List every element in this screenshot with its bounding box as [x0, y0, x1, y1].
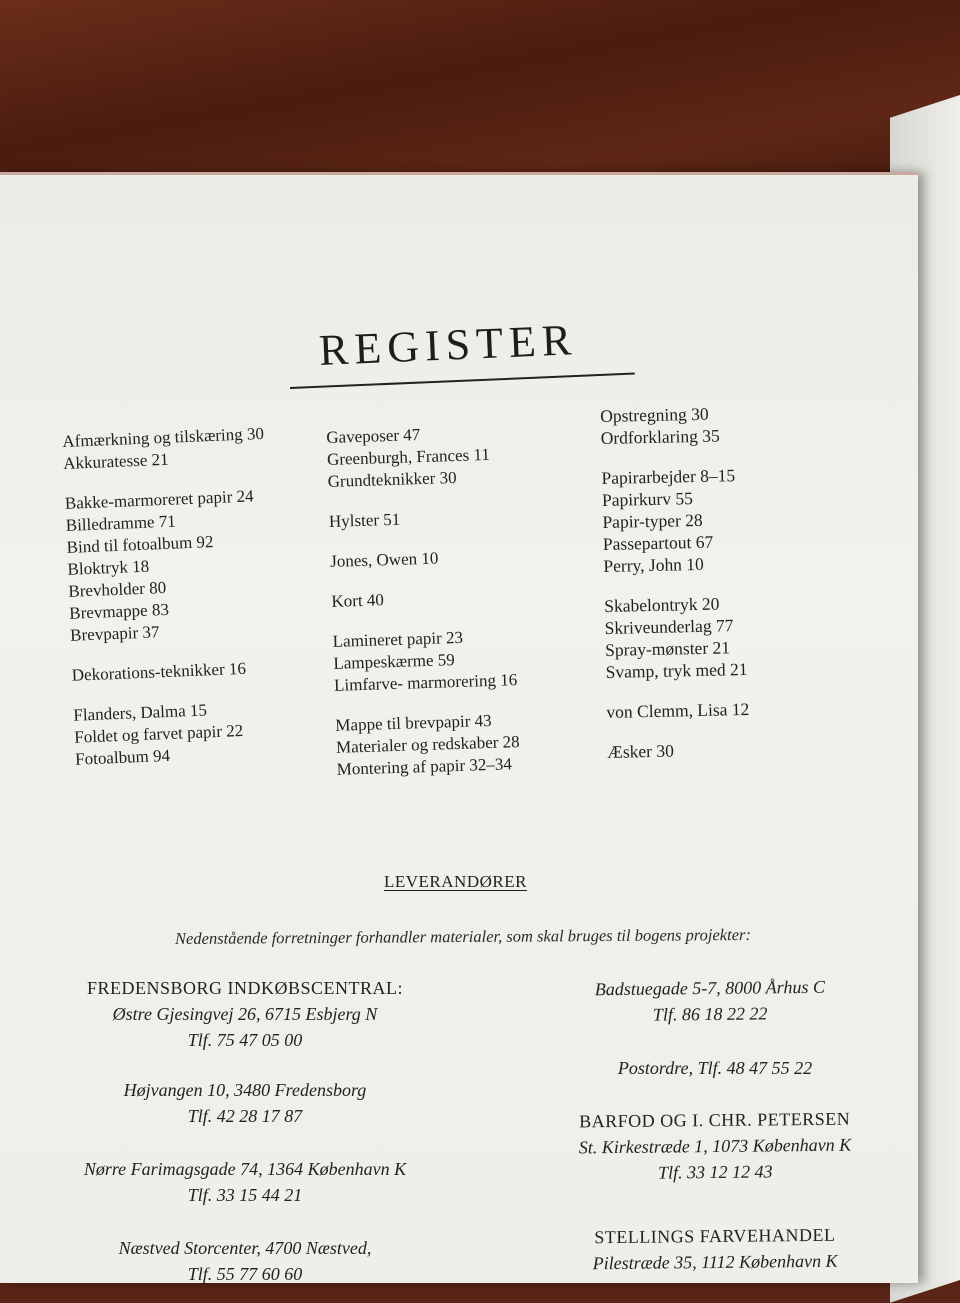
index-entry: Hylster 51: [328, 509, 401, 531]
supplier-name: STELLINGS FARVEHANDEL: [594, 1224, 836, 1248]
index-entry: Skriveunderlag 77: [604, 615, 734, 638]
supplier-phone: Tlf. 33 15 44 21: [187, 1185, 303, 1205]
supplier-address: Højvangen 10, 3480 Fredensborg: [123, 1080, 367, 1100]
supplier-phone: Tlf. 42 28 17 87: [187, 1106, 303, 1126]
supplier-name: FREDENSBORG INDKØBSCENTRAL:: [86, 978, 404, 998]
index-entry: Bind til fotoalbum 92: [66, 532, 214, 557]
index-entry: von Clemm, Lisa 12: [606, 698, 750, 722]
index-entry: Jones, Owen 10: [329, 548, 439, 571]
index-entry: Dekorations-teknikker 16: [71, 658, 247, 685]
index-column-3: [600, 402, 750, 763]
supplier-address: Badstuegade 5-7, 8000 Århus C: [594, 976, 826, 1000]
supplier-address: Østre Gjesingvej 26, 6715 Esbjerg N: [112, 1004, 378, 1024]
index-entry: Perry, John 10: [603, 553, 705, 576]
index-entry: Greenburgh, Frances 11: [326, 444, 491, 469]
suppliers-heading: LEVERANDØRER: [384, 872, 527, 891]
index-entry: Skabelontryk 20: [604, 593, 720, 616]
index-entry: Ordforklaring 35: [600, 425, 720, 448]
index-column-1: [62, 423, 277, 771]
index-entry: Brevpapir 37: [69, 622, 160, 645]
supplier-mail-order: [560, 1055, 870, 1081]
index-entry: Brevholder 80: [68, 577, 167, 601]
supplier-address: St. Kirkestræde 1, 1073 København K: [578, 1134, 852, 1158]
supplier-address: Næstved Storcenter, 4700 Næstved,: [118, 1238, 372, 1258]
index-entry: Spray-mønster 21: [604, 637, 731, 660]
page-title: REGISTER: [318, 315, 579, 375]
supplier-fredensborg: [70, 975, 420, 1053]
index-entry: Papir-typer 28: [602, 509, 703, 532]
supplier-name: BARFOD OG I. CHR. PETERSEN: [579, 1108, 851, 1132]
index-entry: Bloktryk 18: [67, 556, 150, 579]
index-entry: Kort 40: [331, 590, 385, 611]
index-entry: Flanders, Dalma 15: [73, 700, 208, 725]
supplier-phone: Postordre, Tlf. 48 47 55 22: [617, 1058, 813, 1078]
index-entry: Limfarve- marmorering 16: [333, 670, 518, 695]
index-entry: Billedramme 71: [65, 511, 177, 535]
supplier-phone: Tlf. 75 47 05 00: [187, 1030, 303, 1050]
index-entry: Foldet og farvet papir 22: [73, 720, 244, 747]
index-column-2: [326, 421, 521, 781]
supplier-stellings: [545, 1221, 886, 1277]
index-entry: Lampeskærme 59: [333, 650, 456, 673]
supplier-branch-kobenhavn: [70, 1156, 420, 1208]
supplier-address: Nørre Farimagsgade 74, 1364 København K: [83, 1159, 407, 1179]
index-entry: Grundteknikker 30: [327, 467, 457, 491]
index-entry: Bakke-marmoreret papir 24: [64, 486, 254, 513]
index-entry: Fotoalbum 94: [74, 745, 171, 769]
index-entry: Gaveposer 47: [326, 425, 421, 447]
index-entry: Opstregning 30: [600, 403, 709, 426]
index-entry: Montering af papir 32–34: [336, 754, 513, 779]
supplier-branch-fredensborg: [90, 1077, 400, 1129]
index-entry: Brevmappe 83: [68, 599, 170, 623]
supplier-barfod: [545, 1105, 886, 1187]
supplier-branch-naestved: [90, 1235, 400, 1287]
index-entry: Passepartout 67: [602, 531, 714, 554]
suppliers-intro: Nedenstående forretninger forhandler materialer, som skal bruges til bogens projekter:: [174, 924, 751, 949]
index-entry: Lamineret papir 23: [332, 627, 464, 651]
supplier-phone: Tlf. 33 12 12 43: [657, 1161, 773, 1183]
index-entry: Svamp, tryk med 21: [605, 658, 748, 682]
supplier-phone: Tlf. 55 77 60 60: [187, 1264, 303, 1284]
index-entry: Materialer og redskaber 28: [335, 732, 520, 757]
index-entry: Papirarbejder 8–15: [601, 465, 736, 488]
index-entry: Afmærkning og tilskæring 30: [62, 423, 265, 451]
supplier-phone: Tlf. 86 18 22 22: [652, 1003, 768, 1025]
index-entry: Æsker 30: [607, 740, 675, 762]
index-entry: Papirkurv 55: [601, 488, 694, 510]
book-page: [0, 172, 918, 1283]
index-entry: Akkuratesse 21: [62, 449, 169, 473]
supplier-address: Pilestræde 35, 1112 København K: [592, 1250, 838, 1274]
index-entry: Mappe til brevpapir 43: [335, 710, 492, 735]
supplier-branch-arhus: [560, 973, 861, 1028]
